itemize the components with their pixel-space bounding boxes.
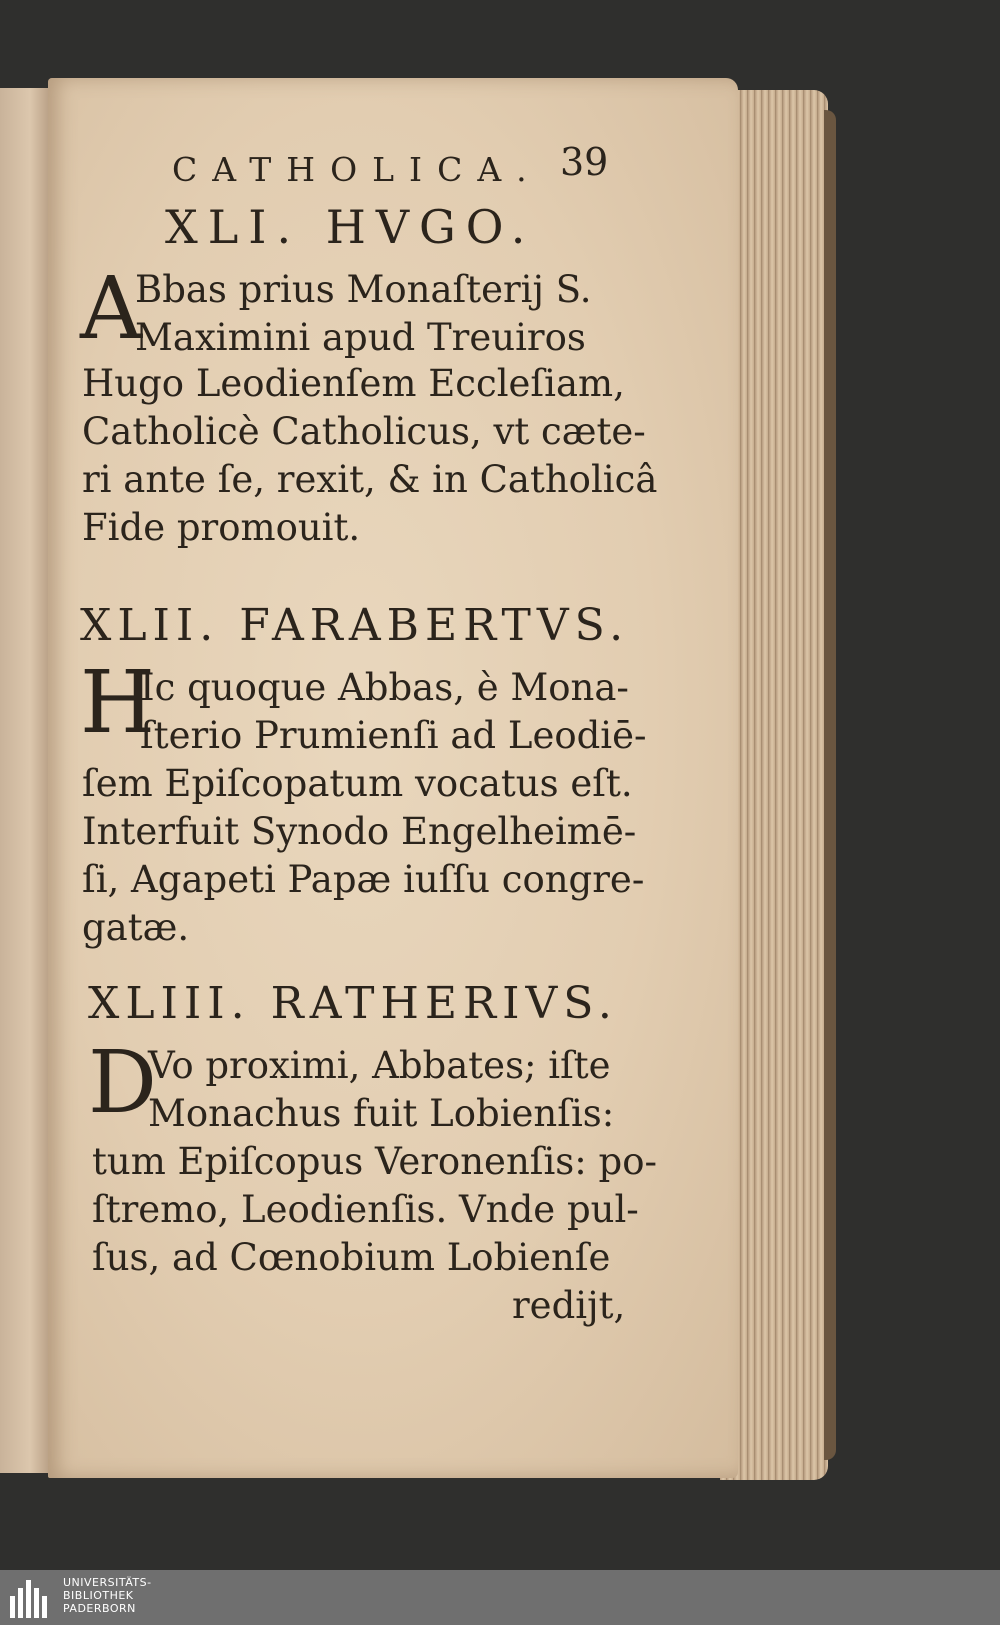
text-line: Fide promouit. — [82, 506, 361, 549]
text-line: Vo proximi, Abbates; iſte — [148, 1044, 611, 1087]
page-number: 39 — [560, 140, 609, 184]
text-line: Maximini apud Treuiros — [135, 316, 586, 359]
left-page-edge — [0, 88, 50, 1473]
text-line: Bbas prius Monaſterij S. — [135, 268, 592, 311]
drop-cap: A — [80, 259, 143, 359]
library-name-line: UNIVERSITÄTS- — [63, 1576, 152, 1589]
text-line: tum Epiſcopus Veronenſis: po- — [92, 1140, 657, 1183]
text-line: Hugo Leodienſem Eccleſiam, — [82, 362, 625, 405]
drop-cap: D — [88, 1033, 157, 1133]
drop-cap: H — [80, 653, 155, 753]
text-line: Catholicè Catholicus, vt cæte- — [82, 410, 646, 453]
section-heading: XLII. FARABERTVS. — [80, 600, 630, 651]
catchword: redijt, — [512, 1284, 626, 1327]
section-heading: XLI. HVGO. — [165, 200, 536, 254]
text-line: ſi, Agapeti Papæ iuſſu congre- — [82, 858, 645, 901]
library-footer-bar — [0, 1570, 1000, 1625]
text-line: ſterio Prumienſi ad Leodiē- — [140, 714, 647, 757]
text-line: Monachus fuit Lobienſis: — [148, 1092, 615, 1135]
text-line: ſus, ad Cœnobium Lobienſe — [92, 1236, 611, 1279]
text-line: Interfuit Synodo Engelheimē- — [82, 810, 637, 853]
library-name — [63, 1576, 152, 1615]
running-head: CATHOLICA. — [172, 150, 542, 189]
text-line: gatæ. — [82, 906, 190, 949]
section-heading: XLIII. RATHERIVS. — [88, 978, 618, 1029]
text-line: Ic quoque Abbas, è Mona- — [140, 666, 629, 709]
text-line: ri ante ſe, rexit, & in Catholicâ — [82, 458, 658, 501]
text-line: ſem Epiſcopatum vocatus eſt. — [82, 762, 633, 805]
library-name-line: PADERBORN — [63, 1602, 136, 1615]
university-library-logo-icon — [10, 1578, 52, 1618]
library-name-line: BIBLIOTHEK — [63, 1589, 134, 1602]
text-line: ſtremo, Leodienſis. Vnde pul- — [92, 1188, 639, 1231]
